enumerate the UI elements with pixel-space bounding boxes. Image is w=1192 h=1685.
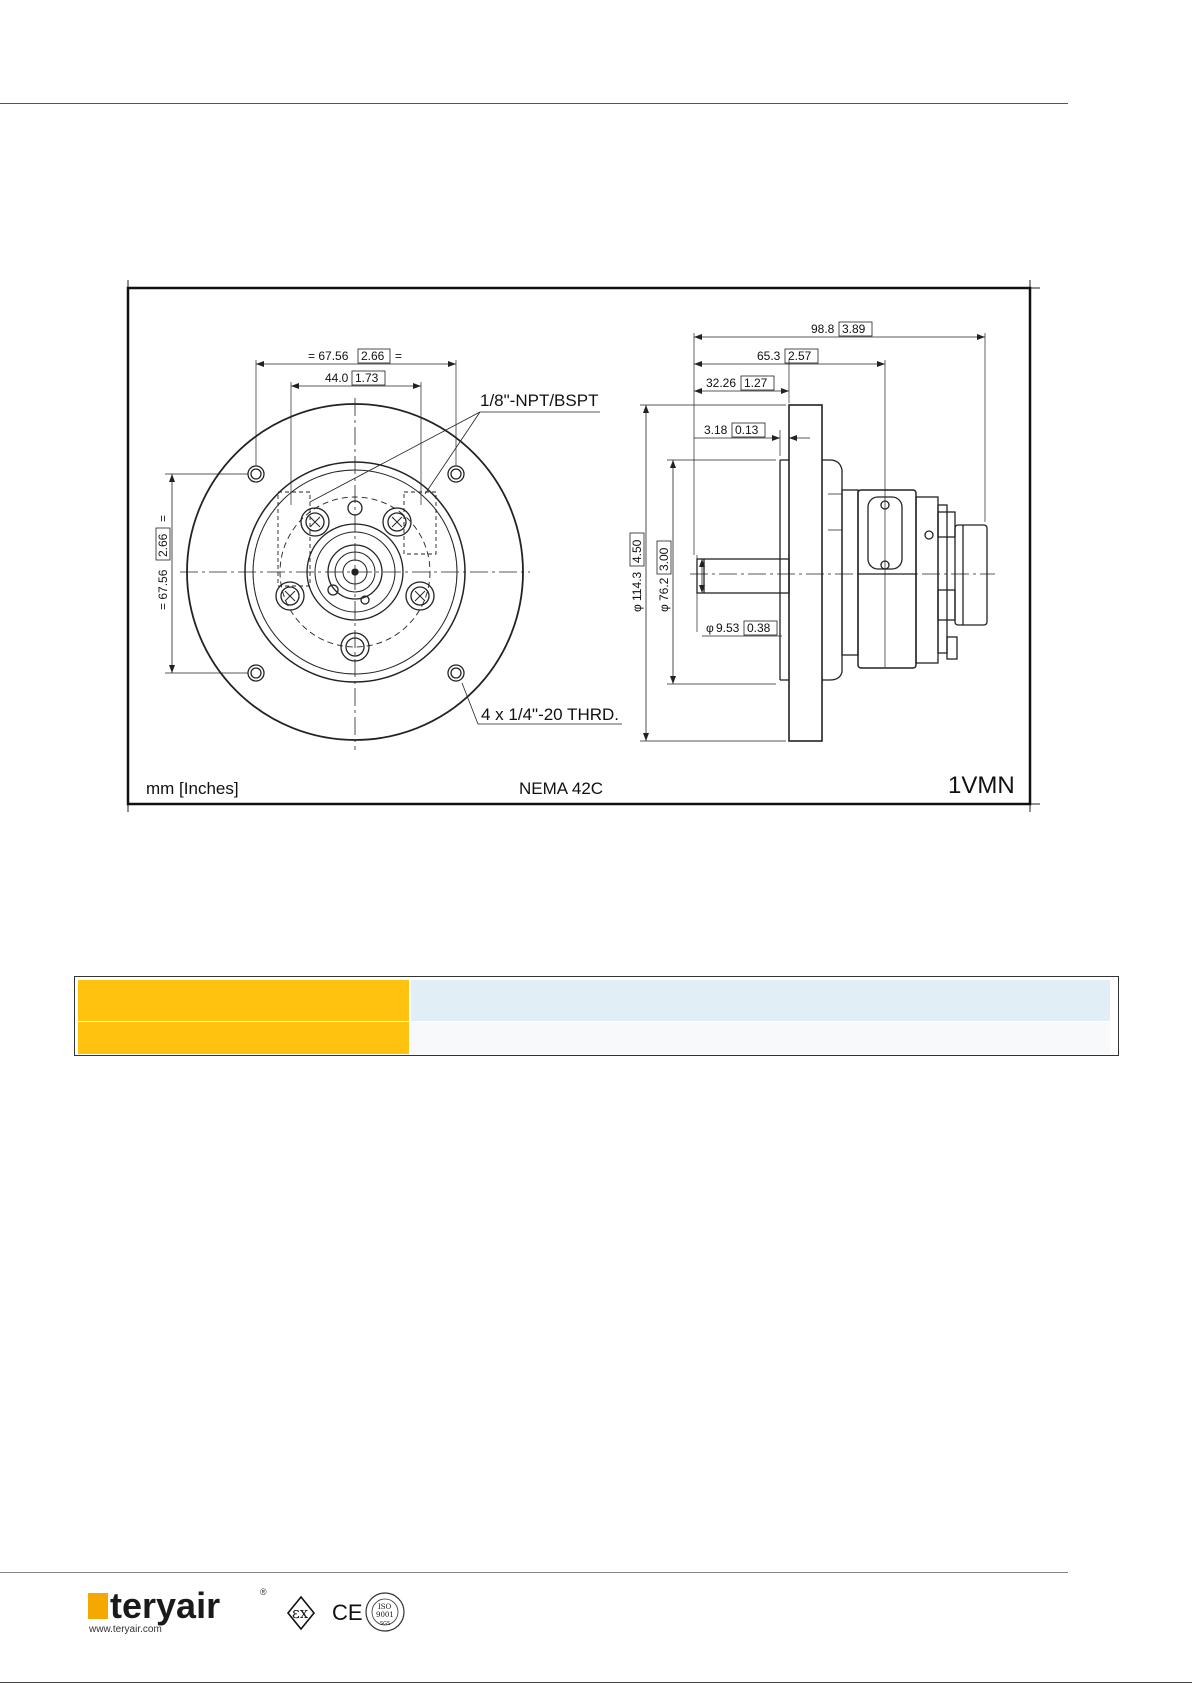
thread-callout: 4 x 1/4"-20 THRD. (481, 705, 619, 724)
iso-9001-seal-icon (366, 1593, 404, 1631)
dim-total: 98.8 (811, 322, 835, 336)
side-flange (789, 405, 822, 741)
registered-mark: ® (260, 1587, 267, 1597)
bottom-rule (0, 1682, 1192, 1683)
spec-key (78, 1022, 409, 1054)
port-callout: 1/8"-NPT/BSPT (480, 391, 599, 410)
dim-inner-horizontal-inch: 1.73 (355, 371, 379, 385)
model-label: 1VMN (948, 772, 1015, 799)
svg-text:SGS: SGS (380, 1621, 391, 1627)
front-view-arrows (169, 361, 456, 673)
side-body (858, 490, 916, 668)
dim-pilot-depth-inch: 0.13 (735, 423, 759, 437)
dim-shaft-dia-inch: 0.38 (747, 621, 771, 635)
spec-value (411, 1022, 1110, 1054)
spec-value (411, 980, 1110, 1021)
brand-url: www.teryair.com (89, 1624, 162, 1635)
ce-mark-icon: CE (332, 1600, 363, 1625)
dim-pilot-dia: 76.2 (657, 577, 671, 601)
units-label: mm [Inches] (146, 779, 239, 798)
dim-pilot-dia-inch: 3.00 (657, 547, 671, 571)
dim-body-inch: 2.57 (788, 349, 812, 363)
pilot-dia-symbol: φ (657, 604, 671, 612)
dim-shaft: 32.26 (706, 376, 737, 390)
dim-pilot-depth: 3.18 (704, 423, 728, 437)
front-view (165, 360, 622, 750)
footer-logos (88, 1585, 428, 1635)
spec-table (74, 976, 1119, 1056)
brand-wordmark: teryair (110, 1585, 221, 1626)
atex-ex-icon (288, 1597, 314, 1629)
frame-ticks (128, 280, 1040, 812)
dim-vertical: = 67.56 (156, 569, 170, 610)
dim-inner-horizontal: 44.0 (325, 371, 349, 385)
brand-square-icon (88, 1593, 108, 1619)
dim-outer-horizontal-suffix: = (395, 349, 403, 363)
dim-flange-dia: 114.3 (630, 571, 644, 601)
footer-rule (0, 1572, 1068, 1573)
dim-shaft-dia: 9.53 (716, 621, 740, 635)
spec-row (78, 1022, 1110, 1054)
spec-row (78, 980, 1110, 1021)
svg-text:εx: εx (292, 1604, 309, 1622)
shaft-dia-symbol: φ (706, 621, 714, 635)
technical-drawing (0, 0, 1192, 830)
spec-key (78, 980, 409, 1021)
dim-outer-horizontal: = 67.56 (308, 349, 349, 363)
svg-text:ISO: ISO (378, 1603, 392, 1611)
dim-vertical-suffix: = (156, 514, 170, 522)
dim-flange-dia-inch: 4.50 (630, 539, 644, 563)
side-view (640, 333, 995, 741)
side-shaft (697, 559, 789, 593)
dim-total-inch: 3.89 (842, 322, 866, 336)
svg-text:9001: 9001 (376, 1611, 394, 1619)
dim-vertical-inch: 2.66 (156, 533, 170, 557)
dim-body: 65.3 (757, 349, 781, 363)
flange-dia-symbol: φ (630, 604, 644, 612)
dim-outer-horizontal-inch: 2.66 (361, 349, 385, 363)
dim-shaft-inch: 1.27 (744, 376, 768, 390)
standard-label: NEMA 42C (519, 779, 604, 798)
